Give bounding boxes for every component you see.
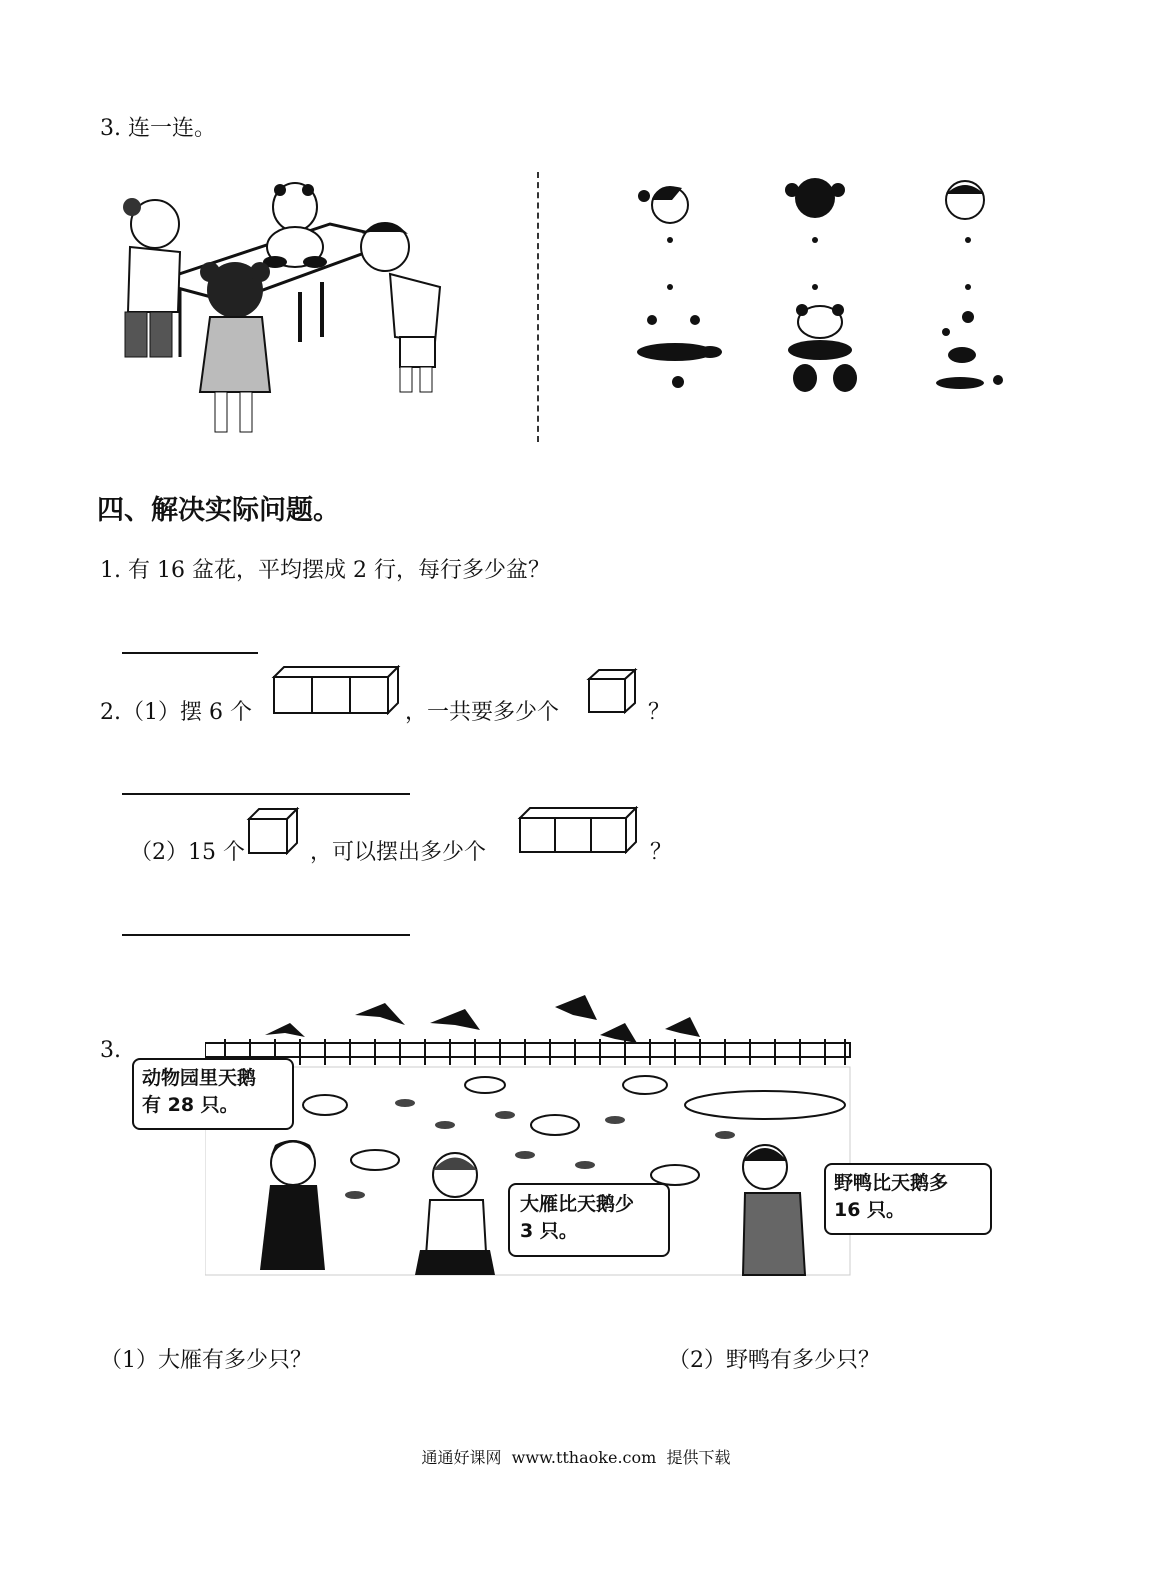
dot[interactable] <box>667 284 673 290</box>
speech-bubble-right-text: 野鸭比天鹅多 16 只。 <box>834 1172 949 1221</box>
face-right-boy <box>946 181 984 219</box>
question-2-part1-text-a: （1）摆 6 个 <box>122 700 252 725</box>
question-3-sub1: （1）大雁有多少只？ <box>100 1348 312 1373</box>
children-panda-table-illustration <box>100 162 460 447</box>
panda-other-side-view <box>936 311 1003 389</box>
face-left-girl <box>638 187 688 224</box>
speech-bubble-left-text: 动物园里天鹅 有 28 只。 <box>142 1067 257 1116</box>
question-3-sub2: （2）野鸭有多少只？ <box>668 1348 880 1373</box>
panda-side-view <box>637 315 722 388</box>
three-cube-row-icon <box>270 665 402 715</box>
speech-bubble-middle-text: 大雁比天鹅少 3 只。 <box>520 1193 635 1242</box>
dot[interactable] <box>667 237 673 243</box>
speech-bubble-middle <box>508 1183 670 1257</box>
single-cube-icon <box>586 668 638 714</box>
dot[interactable] <box>812 237 818 243</box>
dot[interactable] <box>812 284 818 290</box>
dot[interactable] <box>965 237 971 243</box>
three-cube-row-icon <box>516 806 640 854</box>
single-cube-icon <box>246 807 300 855</box>
question-2-part1-text-b: ，一共要多少个 <box>405 700 560 725</box>
question-1-text: 1. 有 16 盆花，平均摆成 2 行，每行多少盆？ <box>100 558 550 583</box>
answer-line-q2-part1[interactable] <box>122 793 410 795</box>
dotted-divider <box>537 172 539 442</box>
answer-line-q1[interactable] <box>122 652 258 654</box>
question-2-part1-text-c: ？ <box>648 700 671 725</box>
question-2-part2-text-a: （2）15 个 <box>130 840 245 865</box>
speech-bubble-right <box>824 1163 992 1235</box>
faces-pandas-matching-illustration <box>620 170 1020 400</box>
face-middle-girl <box>785 178 845 218</box>
dot[interactable] <box>965 284 971 290</box>
question-2-part2-text-b: ，可以摆出多少个 <box>310 840 487 865</box>
question-3-label: 3. 连一连。 <box>100 116 216 141</box>
question-3-number: 3. <box>100 1038 121 1063</box>
answer-line-q2-part2[interactable] <box>122 934 410 936</box>
section-4-heading: 四、解决实际问题。 <box>97 495 340 526</box>
speech-bubble-left <box>132 1058 294 1130</box>
question-2-number: 2. <box>100 700 121 725</box>
panda-front-view <box>788 304 857 392</box>
page-footer: 通通好课网 www.tthaoke.com 提供下载 <box>421 1448 731 1467</box>
question-2-part2-text-c: ？ <box>650 840 673 865</box>
